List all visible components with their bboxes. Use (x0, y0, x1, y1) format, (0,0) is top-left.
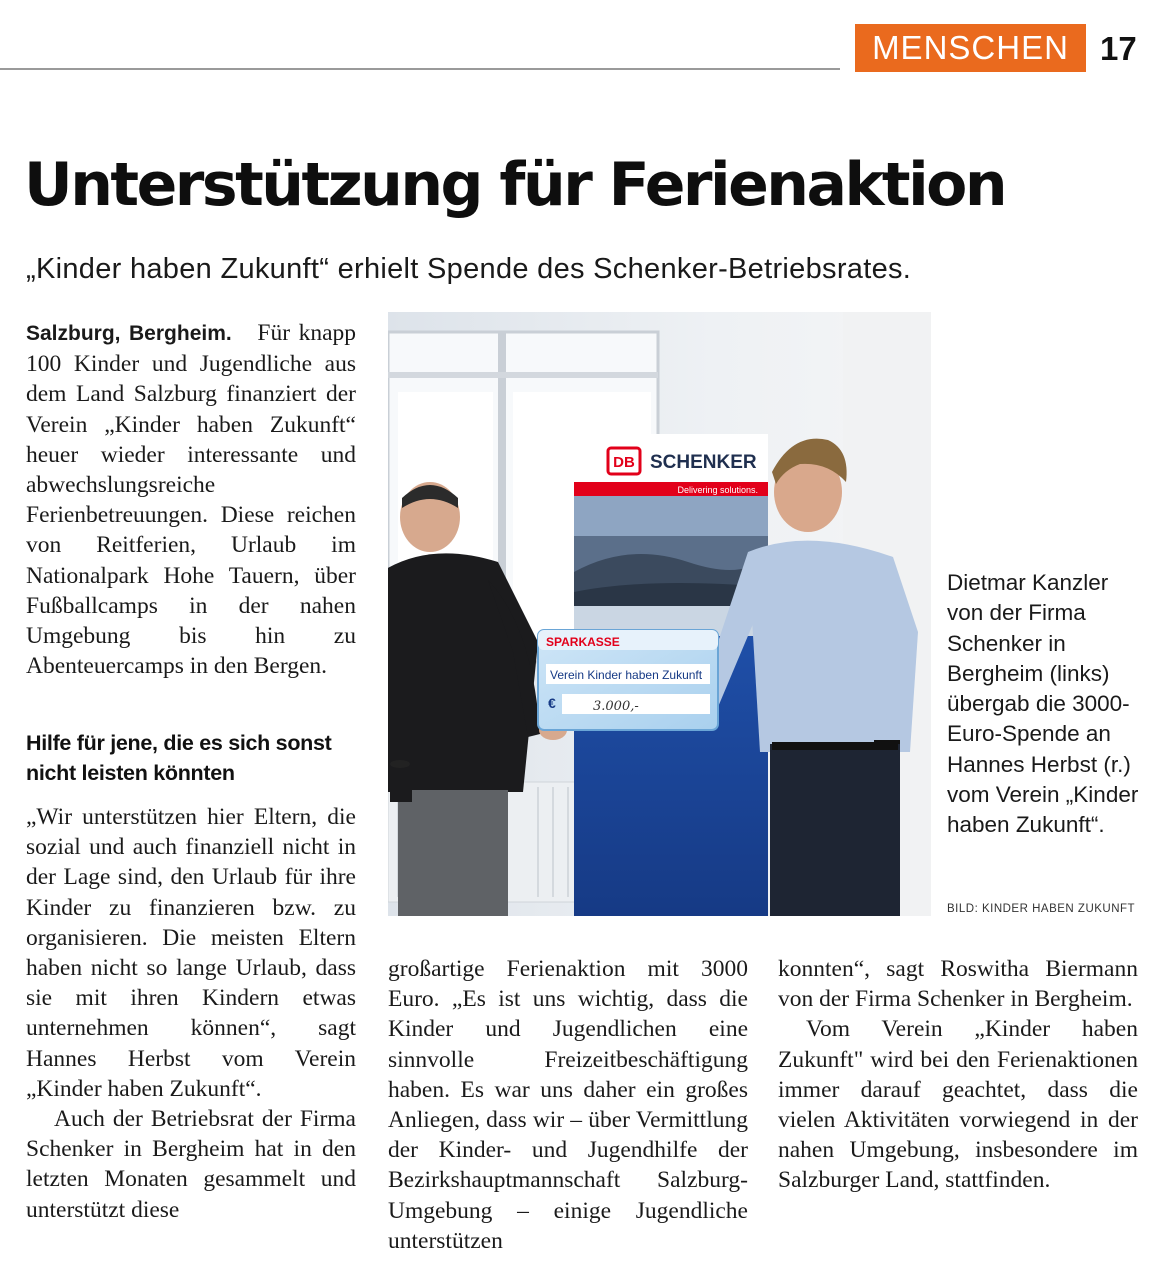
check-bank: SPARKASSE (546, 635, 620, 649)
paragraph-betriebsrat-end: konnten“, sagt Roswitha Biermann von der Firma Schenker in Bergheim. (778, 956, 1138, 1013)
quote-paragraph: „Wir unterstützen hier Eltern, die sozial und auch finanziell nicht in der Lage sind, den Urlaub für ihre Kinder zu finanzieren bzw. zu organisieren. Die meisten Eltern haben nicht so lange Urlaub, dass sie mit ihren Kindern etwas unternehmen können“, sagt Hannes Herbst vom Verein „Kinder haben Zukunft“. (26, 804, 356, 1102)
article-column-2 (388, 954, 748, 1256)
header-rule (0, 68, 840, 70)
banner-brand: SCHENKER (650, 452, 757, 473)
dateline: Salzburg, Bergheim. (26, 322, 232, 345)
closing-paragraph: Vom Verein „Kinder haben Zukunft" wird bei den Ferienaktionen immer darauf geachtet, dass die vielen Aktivitäten vorwiegend in der nahen Umgebung, insbesondere im Salzburger Land, stattfinden. (778, 1016, 1138, 1194)
check-amount: 3.000,- (593, 699, 639, 714)
check-payee: Verein Kinder haben Zukunft (550, 668, 703, 682)
lead-paragraph: Für knapp 100 Kinder und Jugendliche aus dem Land Salzburg finanziert der Verein „Kinder haben Zukunft“ heuer wieder interessante und abwechslungsreiche Ferienbetreuungen. Diese reichen von Reitferien, Urlaub im Nationalpark Hohe Tauern, über Fußballcamps in der nahen Umgebung bis hin zu Abenteuercamps in den Bergen. (26, 320, 357, 680)
article-photo (388, 312, 931, 916)
photo-caption: Dietmar Kanzler von der Firma Schenker in Bergheim (links) übergab die 3000-Euro-Spende an Hannes Herbst (r.) vom Verein „Kinder haben Zukunft“. (947, 570, 1139, 838)
donation-check (538, 630, 718, 730)
intertitle: Hilfe für jene, die es sich sonst nicht leisten könnten (26, 731, 332, 785)
banner-slogan: Delivering solutions. (677, 485, 758, 495)
paragraph-betriebsrat: Auch der Betriebsrat der Firma Schenker in Bergheim hat in den letzten Monaten gesammelt und unterstützt diese (26, 1106, 356, 1223)
check-currency: € (548, 695, 556, 711)
article-column-1 (26, 318, 356, 681)
article-column-1-continued (26, 802, 356, 1225)
paragraph-betriebsrat-continued: großartige Ferienaktion mit 3000 Euro. „Es ist uns wichtig, dass die Kinder und Jugendlichen eine sinnvolle Freizeitbeschäftigung haben. Es war uns daher ein großes Anliegen, dass wir – über Vermittlung der Kinder- und Jugendhilfe der Bezirkshauptmannschaft Salzburg-Umgebung – einige Jugendliche unterstützen (388, 956, 748, 1254)
subheadline: „Kinder haben Zukunft“ erhielt Spende des Schenker-Betriebsrates. (26, 253, 912, 285)
photo-illustration (388, 312, 931, 916)
headline: Unterstützung für Ferienaktion (24, 150, 1006, 220)
page-number: 17 (1100, 30, 1137, 67)
article-column-3 (778, 954, 1138, 1196)
section-label: MENSCHEN (855, 24, 1086, 72)
banner-logo: DB (613, 454, 635, 471)
photo-credit: BILD: KINDER HABEN ZUKUNFT (947, 903, 1136, 915)
